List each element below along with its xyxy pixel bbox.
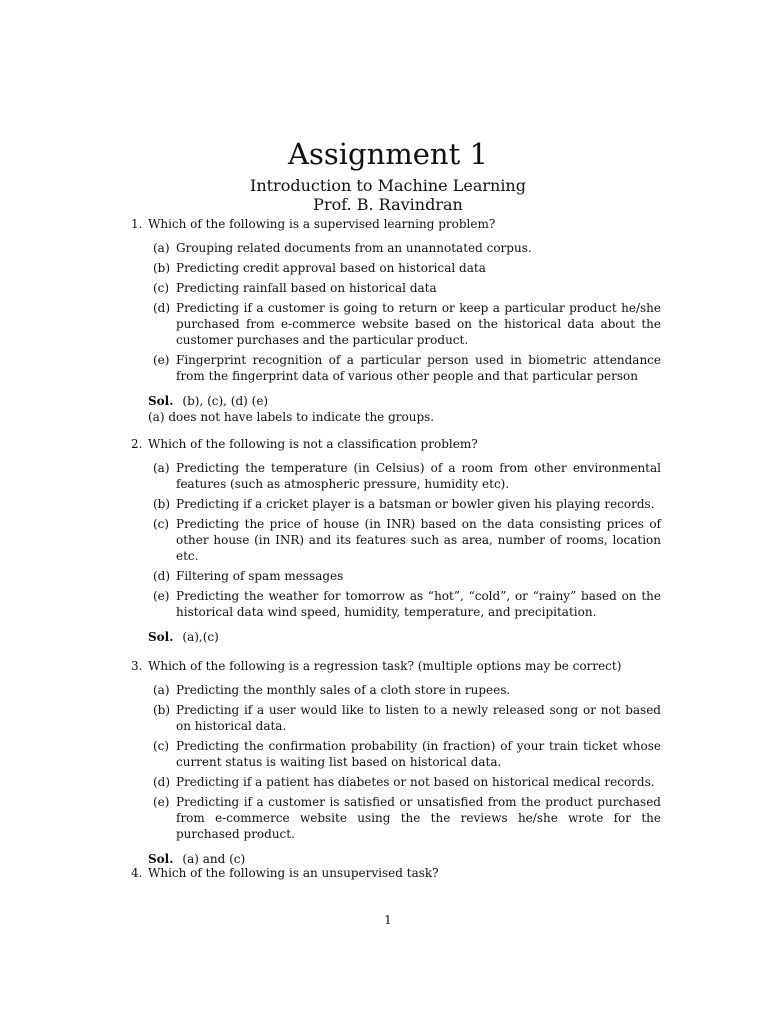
question-text [131, 658, 661, 674]
page-number: 1 [384, 913, 392, 927]
option-item [131, 738, 661, 770]
option-item [131, 460, 661, 492]
option-label: (d) [153, 775, 171, 789]
option-item [131, 794, 661, 842]
question-text [131, 436, 661, 452]
course-name: Introduction to Machine Learning [250, 176, 526, 195]
solution-label: Sol. [148, 852, 174, 866]
option-item [131, 516, 661, 564]
question-2 [131, 436, 661, 645]
question-3 [131, 658, 661, 867]
option-label: (e) [153, 589, 170, 603]
option-text: Predicting the temperature (in Celsius) of a room from other environmental features (such as atmospheric pressure, humidity etc). [176, 461, 661, 491]
option-text: Predicting the price of house (in INR) based on the data consisting prices of other house (in INR) and its features such as area, number of rooms, location etc. [176, 517, 661, 563]
solution-line [131, 629, 661, 645]
solution-label: Sol. [148, 630, 174, 644]
option-text: Filtering of spam messages [176, 569, 344, 583]
option-item [131, 260, 661, 276]
option-item [131, 588, 661, 620]
option-list [131, 682, 661, 842]
question-prompt: Which of the following is a supervised learning problem? [148, 217, 496, 231]
option-item [131, 682, 661, 698]
option-list [131, 240, 661, 384]
solution-text: (a),(c) [182, 630, 219, 644]
option-text: Predicting if a customer is going to return or keep a particular product he/she purchased from e-commerce website based on the historical data about the customer purchases and the particular product. [176, 301, 661, 347]
option-item [131, 568, 661, 584]
option-text: Predicting if a cricket player is a batsman or bowler given his playing records. [176, 497, 655, 511]
option-label: (e) [153, 795, 170, 809]
question-text [131, 216, 661, 232]
option-label: (a) [153, 241, 170, 255]
option-label: (d) [153, 569, 171, 583]
option-item [131, 496, 661, 512]
solution-note: (a) does not have labels to indicate the groups. [148, 410, 435, 424]
option-text: Predicting the weather for tomorrow as “hot”, “cold”, or “rainy” based on the historical data wind speed, humidity, temperature, and precipitation. [176, 589, 661, 619]
option-item [131, 702, 661, 734]
option-label: (b) [153, 497, 171, 511]
author-name: Prof. B. Ravindran [313, 195, 463, 214]
question-prompt: Which of the following is not a classification problem? [148, 437, 478, 451]
option-item [131, 352, 661, 384]
question-text [131, 865, 661, 881]
title-block [0, 137, 768, 214]
question-number: 2. [131, 437, 143, 451]
solution-label: Sol. [148, 394, 174, 408]
option-label: (c) [153, 739, 170, 753]
question-4 [131, 865, 661, 881]
option-label: (c) [153, 517, 170, 531]
option-item [131, 280, 661, 296]
option-label: (a) [153, 683, 170, 697]
question-prompt: Which of the following is a regression task? (multiple options may be correct) [148, 659, 622, 673]
option-text: Predicting rainfall based on historical data [176, 281, 437, 295]
option-label: (c) [153, 281, 170, 295]
option-label: (a) [153, 461, 170, 475]
option-text: Predicting the monthly sales of a cloth store in rupees. [176, 683, 511, 697]
solution-text: (a) and (c) [182, 852, 246, 866]
question-1 [131, 216, 661, 425]
document-title: Assignment 1 [288, 137, 488, 171]
option-text: Predicting credit approval based on historical data [176, 261, 486, 275]
option-text: Predicting if a user would like to listen to a newly released song or not based on historical data. [176, 703, 661, 733]
option-text: Fingerprint recognition of a particular person used in biometric attendance from the fingerprint data of various other people and that particular person [176, 353, 661, 383]
option-text: Predicting if a customer is satisfied or unsatisfied from the product purchased from e-commerce website using the the reviews he/she wrote for the purchased product. [176, 795, 661, 841]
solution-text: (b), (c), (d) (e) [182, 394, 269, 408]
option-text: Grouping related documents from an unannotated corpus. [176, 241, 532, 255]
question-number: 4. [131, 866, 143, 880]
question-prompt: Which of the following is an unsupervised task? [148, 866, 439, 880]
option-list [131, 460, 661, 620]
option-label: (e) [153, 353, 170, 367]
option-label: (b) [153, 703, 171, 717]
question-number: 1. [131, 217, 143, 231]
option-item [131, 240, 661, 256]
option-text: Predicting the confirmation probability (in fraction) of your train ticket whose current status is waiting list based on historical data. [176, 739, 661, 769]
option-text: Predicting if a patient has diabetes or not based on historical medical records. [176, 775, 655, 789]
option-item [131, 300, 661, 348]
solution-line [131, 393, 661, 409]
question-number: 3. [131, 659, 143, 673]
option-label: (b) [153, 261, 171, 275]
option-item [131, 774, 661, 790]
option-label: (d) [153, 301, 171, 315]
